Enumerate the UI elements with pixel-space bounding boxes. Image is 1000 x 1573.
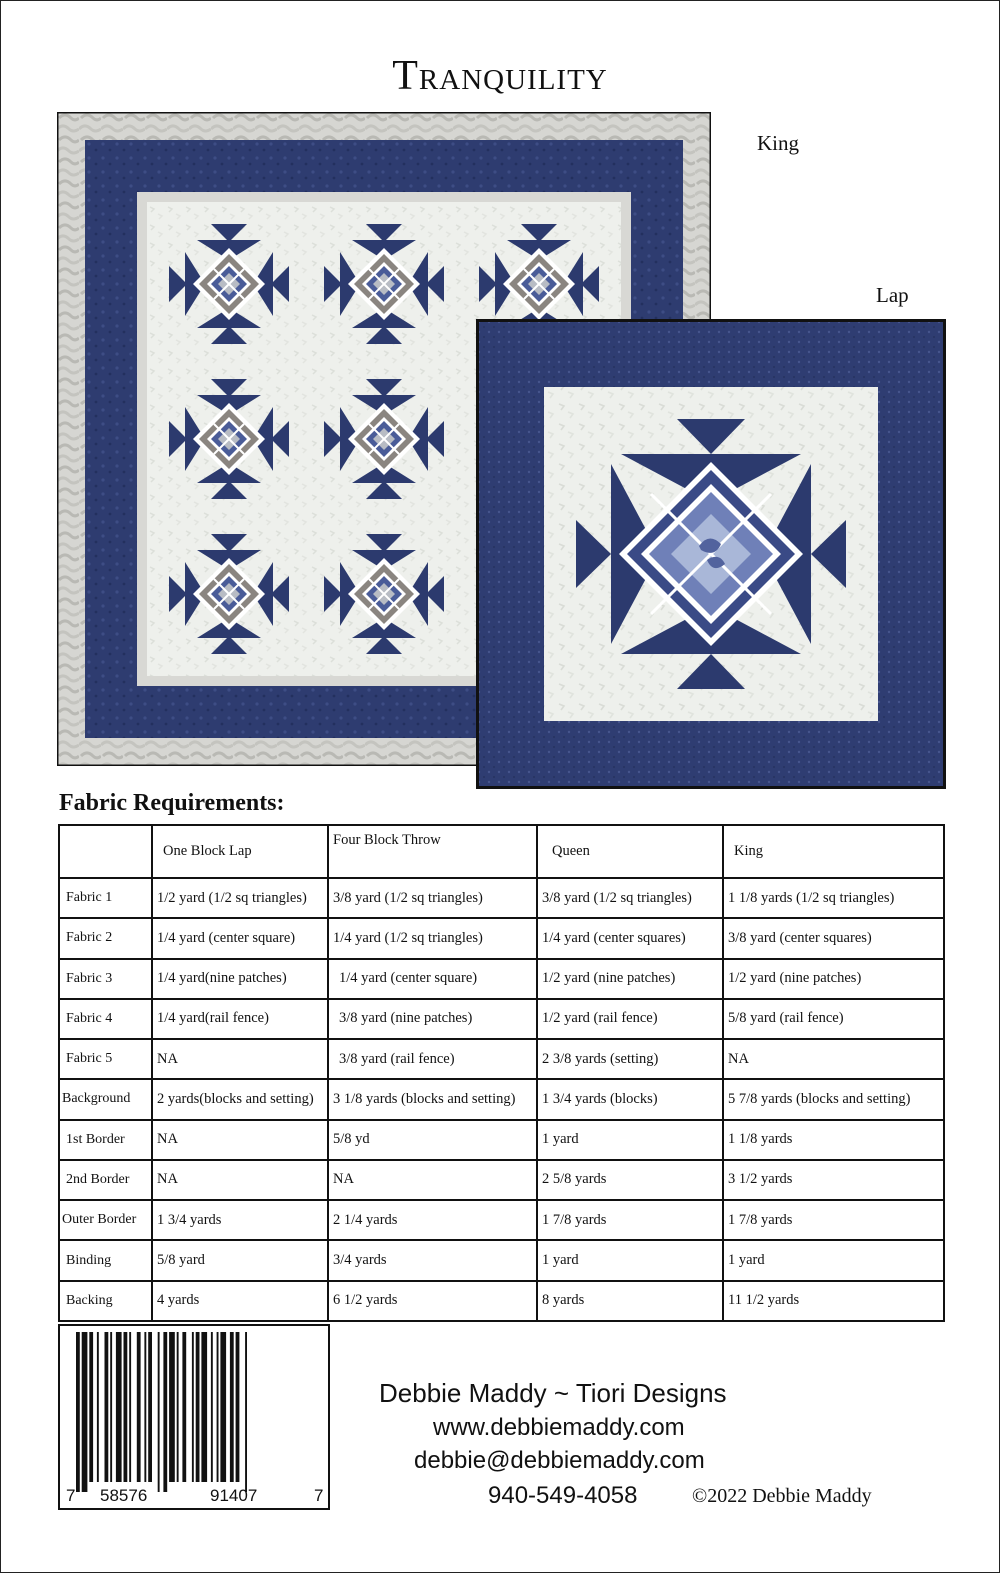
table-cell: 1/4 yard (center squares) (537, 918, 723, 958)
pattern-title: Tranquility (392, 53, 608, 99)
table-cell: 11 1/2 yards (723, 1281, 944, 1321)
table-cell: 3/4 yards (328, 1240, 537, 1280)
barcode-digit-trail: 7 (314, 1486, 324, 1505)
table-cell: 3/8 yard (center squares) (723, 918, 944, 958)
row-label: 2nd Border (59, 1160, 152, 1200)
website-link[interactable]: www.debbiemaddy.com (433, 1414, 685, 1441)
barcode-bar (116, 1332, 122, 1482)
table-cell: 2 3/8 yards (setting) (537, 1039, 723, 1079)
fabric-requirements-heading: Fabric Requirements: (59, 790, 285, 816)
table-cell: NA (723, 1039, 944, 1079)
table-cell: 1/4 yard(nine patches) (152, 959, 328, 999)
table-row (59, 999, 944, 1039)
barcode-bar (148, 1332, 152, 1482)
row-label: Backing (59, 1281, 152, 1321)
barcode-bar (211, 1332, 213, 1482)
table-row (59, 1039, 944, 1079)
barcode-bar (137, 1332, 141, 1482)
table-cell: 5/8 yard (rail fence) (723, 999, 944, 1039)
table-cell: 1 3/4 yards (152, 1200, 328, 1240)
table-cell: NA (152, 1160, 328, 1200)
table-cell: 1 3/4 yards (blocks) (537, 1079, 723, 1119)
row-label: Fabric 2 (59, 918, 152, 958)
table-row (59, 1120, 944, 1160)
table-cell: 1/4 yard (1/2 sq triangles) (328, 918, 537, 958)
table-cell: 3 1/8 yards (blocks and setting) (328, 1079, 537, 1119)
barcode-bar (76, 1332, 80, 1492)
barcode (58, 1324, 330, 1510)
table-row (59, 878, 944, 918)
row-label: Outer Border (59, 1200, 152, 1240)
row-label: Fabric 5 (59, 1039, 152, 1079)
barcode-bar (97, 1332, 99, 1482)
table-cell: 3 1/2 yards (723, 1160, 944, 1200)
table-cell: 1 yard (537, 1240, 723, 1280)
table-cell: 4 yards (152, 1281, 328, 1321)
table-row (59, 918, 944, 958)
barcode-bar (129, 1332, 131, 1482)
table-cell: 8 yards (537, 1281, 723, 1321)
barcode-bar (89, 1332, 93, 1482)
table-cell: 1 7/8 yards (537, 1200, 723, 1240)
table-cell: 3/8 yard (1/2 sq triangles) (537, 878, 723, 918)
column-header: Four Block Throw (328, 825, 537, 878)
table-cell: NA (152, 1039, 328, 1079)
table-cell: 3/8 yard (rail fence) (328, 1039, 537, 1079)
table-row (59, 1160, 944, 1200)
barcode-bar (192, 1332, 194, 1482)
table-header-row (59, 825, 944, 878)
barcode-digit-group: 58576 (100, 1486, 148, 1505)
table-cell: 2 yards(blocks and setting) (152, 1079, 328, 1119)
table-row (59, 959, 944, 999)
table-cell: 6 1/2 yards (328, 1281, 537, 1321)
barcode-bar (177, 1332, 179, 1482)
table-cell: 2 1/4 yards (328, 1200, 537, 1240)
table-row (59, 1281, 944, 1321)
copyright-notice: ©2022 Debbie Maddy (692, 1485, 872, 1507)
row-label: Fabric 3 (59, 959, 152, 999)
table-cell: 1/2 yard (nine patches) (723, 959, 944, 999)
table-cell: 1 yard (723, 1240, 944, 1280)
table-cell: 3/8 yard (nine patches) (328, 999, 537, 1039)
barcode-bar (163, 1332, 167, 1492)
table-cell: 5/8 yd (328, 1120, 537, 1160)
table-cell: 1/2 yard (1/2 sq triangles) (152, 878, 328, 918)
barcode-bar (217, 1332, 219, 1482)
table-cell: 2 5/8 yards (537, 1160, 723, 1200)
barcode-bar (220, 1332, 226, 1482)
table-row (59, 1200, 944, 1240)
table-cell: 1/4 yard (center square) (328, 959, 537, 999)
table-row (59, 1079, 944, 1119)
king-label: King (757, 131, 799, 155)
column-header (59, 825, 152, 878)
barcode-bar (182, 1332, 186, 1482)
designer-name: Debbie Maddy ~ Tiori Designs (379, 1378, 727, 1408)
barcode-bar (236, 1332, 240, 1482)
table-cell: 3/8 yard (1/2 sq triangles) (328, 878, 537, 918)
row-label: Binding (59, 1240, 152, 1280)
barcode-bars (60, 1326, 328, 1508)
row-label: Background (59, 1079, 152, 1119)
row-label: 1st Border (59, 1120, 152, 1160)
lap-quilt-image (476, 319, 946, 789)
table-cell: 5 7/8 yards (blocks and setting) (723, 1079, 944, 1119)
table-cell: 1 yard (537, 1120, 723, 1160)
table-cell: NA (328, 1160, 537, 1200)
barcode-bar (82, 1332, 88, 1492)
table-cell: 1 1/8 yards (1/2 sq triangles) (723, 878, 944, 918)
table-cell: 1/4 yard (center square) (152, 918, 328, 958)
barcode-bar (245, 1332, 247, 1492)
column-header: One Block Lap (152, 825, 328, 878)
barcode-bar (196, 1332, 200, 1482)
barcode-bar (230, 1332, 234, 1482)
column-header: Queen (537, 825, 723, 878)
table-cell: 1/4 yard(rail fence) (152, 999, 328, 1039)
barcode-bar (105, 1332, 109, 1482)
barcode-bar (124, 1332, 128, 1482)
barcode-digit-lead: 7 (66, 1486, 76, 1505)
row-label: Fabric 1 (59, 878, 152, 918)
barcode-bar (169, 1332, 175, 1482)
table-cell: 1 7/8 yards (723, 1200, 944, 1240)
table-cell: 1/2 yard (nine patches) (537, 959, 723, 999)
barcode-digit-group: 91407 (210, 1486, 258, 1505)
barcode-bar (110, 1332, 112, 1482)
barcode-bar (201, 1332, 207, 1482)
lap-label: Lap (876, 283, 909, 307)
row-label: Fabric 4 (59, 999, 152, 1039)
table-cell: 1/2 yard (rail fence) (537, 999, 723, 1039)
table-cell: NA (152, 1120, 328, 1160)
phone-number: 940-549-4058 (488, 1482, 638, 1509)
table-cell: 5/8 yard (152, 1240, 328, 1280)
table-cell: 1 1/8 yards (723, 1120, 944, 1160)
barcode-bar (158, 1332, 160, 1492)
column-header: King (723, 825, 944, 878)
fabric-requirements-table (58, 824, 945, 1322)
email-link[interactable]: debbie@debbiemaddy.com (414, 1447, 705, 1474)
table-row (59, 1240, 944, 1280)
barcode-bar (144, 1332, 146, 1482)
